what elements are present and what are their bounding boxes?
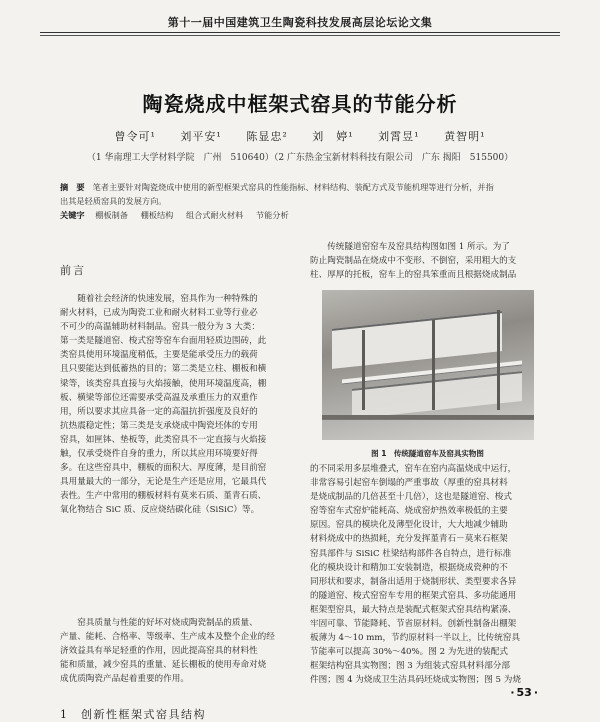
keyword: 棚板制备 bbox=[95, 210, 128, 220]
author-list bbox=[0, 128, 600, 144]
page-number-dot: · bbox=[533, 686, 538, 699]
abstract-line: 摘 要 笔者主要针对陶瓷烧成中使用的新型框架式窑具的性能指标、材料结构、装配方式及节能机理等进行分析，并指 bbox=[60, 182, 494, 192]
body-paragraph-main: 的不同采用多层堆叠式，窑车在窑内高温烧成中运行， 非常容易引起窑车倒塌的严重事故（厚重的窑具材料 是烧成制品的几倍甚至十几倍），这也是隧道窑、梭式 窑等窑车式窑炉能耗高、烧成窑炉热效率极低的主要 原因。窑具的模块化及薄型化设计，大大地减少辅助 材料烧成中的热损耗，充分发挥堇青石－莫来石框架 窑具部件与 SiSiC 杜梁结构部件各自特点，进行标准 化的模块设计和精加工安装制造，根据烧成瓷种的不 同形状和要求，制备出适用于烧制形状、类型要求各异 的隧道窑、梭式窑窑车专用的框架式窑具、多功能通用 框架型窑具，最大特点是装配式框架式窑具结构紧凑、 牢固可靠、节能降耗、节省原材料。创新性制备出棚架 板薄为 4～10 mm，节约原材料一半以上，比传统窑具 节能率可以提高 30%～40%。图 2 为先进的装配式 框架结构窑具实物图；图 3 为组装式窑具材料部分部 件图；图 4 为烧成卫生洁具码坯烧成实物图；图 5 为烧 bbox=[310, 464, 521, 686]
section-heading-intro: 前言 bbox=[60, 264, 86, 277]
header-rule-thin bbox=[40, 35, 560, 36]
abstract-line: 出其是轻质窑具的发展方向。 bbox=[60, 196, 167, 206]
kiln-car-base bbox=[322, 415, 534, 420]
kiln-post bbox=[497, 310, 500, 410]
figure-caption: 图 1 传统隧道窑车及窑具实物图 bbox=[371, 449, 484, 458]
header-rule bbox=[40, 32, 560, 33]
body-paragraph-top: 传统隧道窑窑车及窑具结构图如图 1 所示。为了 防止陶瓷制品在烧成中不变形、不倒窑，采用粗大的支 柱、厚厚的托板，窑车上的窑具笨重而且根据烧成制品 bbox=[310, 242, 517, 281]
paper-title: 陶瓷烧成中框架式窑具的节能分析 bbox=[142, 92, 458, 116]
author: 刘霄昱¹ bbox=[378, 130, 420, 143]
author: 曾令可¹ bbox=[114, 130, 156, 143]
abstract-label: 摘 要 bbox=[60, 182, 85, 192]
keyword: 棚板结构 bbox=[140, 210, 174, 220]
running-head: 第十一届中国建筑卫生陶瓷科技发展高层论坛论文集 bbox=[167, 16, 433, 29]
author: 陈显忠² bbox=[246, 130, 288, 143]
kiln-shelf-stack bbox=[332, 311, 502, 369]
abstract bbox=[60, 180, 540, 208]
author: 刘平安¹ bbox=[180, 130, 222, 143]
keywords bbox=[60, 210, 540, 221]
author: 黄智明¹ bbox=[444, 130, 486, 143]
kiln-post bbox=[362, 330, 365, 410]
keyword: 节能分析 bbox=[255, 210, 289, 220]
affiliation: （1 华南理工大学材料学院 广州 510640）（2 广东热金宝新材料科技有限公司 广东 揭阳 515500） bbox=[86, 153, 514, 163]
author: 刘 婷¹ bbox=[312, 130, 354, 143]
keyword: 组合式耐火材料 bbox=[185, 210, 244, 220]
keywords-label: 关键字 bbox=[60, 210, 85, 220]
intro-paragraph-2: 窑具质量与性能的好坏对烧成陶瓷制品的质量、 产量、能耗、合格率、等级率、生产成本及整个企业的经 济效益具有举足轻重的作用，因此提高窑具的材料性 能和质量，减少窑具的重量、延长棚板的使用寿命对烧 成优质陶瓷产品起着重要的作用。 bbox=[60, 618, 275, 685]
kiln-post bbox=[432, 320, 435, 410]
kiln-car-photo bbox=[322, 290, 534, 440]
page-number-dot: · bbox=[510, 686, 515, 699]
intro-paragraph-1: 随着社会经济的快速发展，窑具作为一种特殊的 耐火材料，已成为陶瓷工业和耐火材料工业等行业必 不可少的高温辅助材料制品。窑具一般分为 3 大类： 第一类是隧道窑、梭式窑等窑车台面用轻质边围砖，此 类窑具使用环境温度稍低，主要是能承受压力的载荷 且只要能达到低蓄热的目的；第二类是立柱、棚板和横 梁等，该类窑具直接与火焰接触，使用环境温度高，棚 板、横梁等部位还需要承受高温及承重压力的双重作 用，所以要求其应具备一定的高温抗折强度及良好的 抗热震稳定性；第三类是支承烧成中陶瓷坯体的专用 窑具，如匣钵、垫板等，此类窑具不一定直接与火焰接 触，仅承受烧件自身的重力，所以其应用环境要好得 多。在这些窑具中，棚板的面积大、厚度薄，是目前窑 具用量最大的一部分，无论是生产还是应用，它最具代 表性。生产中常用的棚板材料有莫来石质、堇青石质、 氧化物结合 SiC 质、反应烧结碳化硅（SiSiC）等。 bbox=[60, 294, 267, 516]
page-number: · 53 · bbox=[510, 686, 538, 699]
section-heading-1: 1 创新性框架式窑具结构 bbox=[60, 708, 206, 721]
